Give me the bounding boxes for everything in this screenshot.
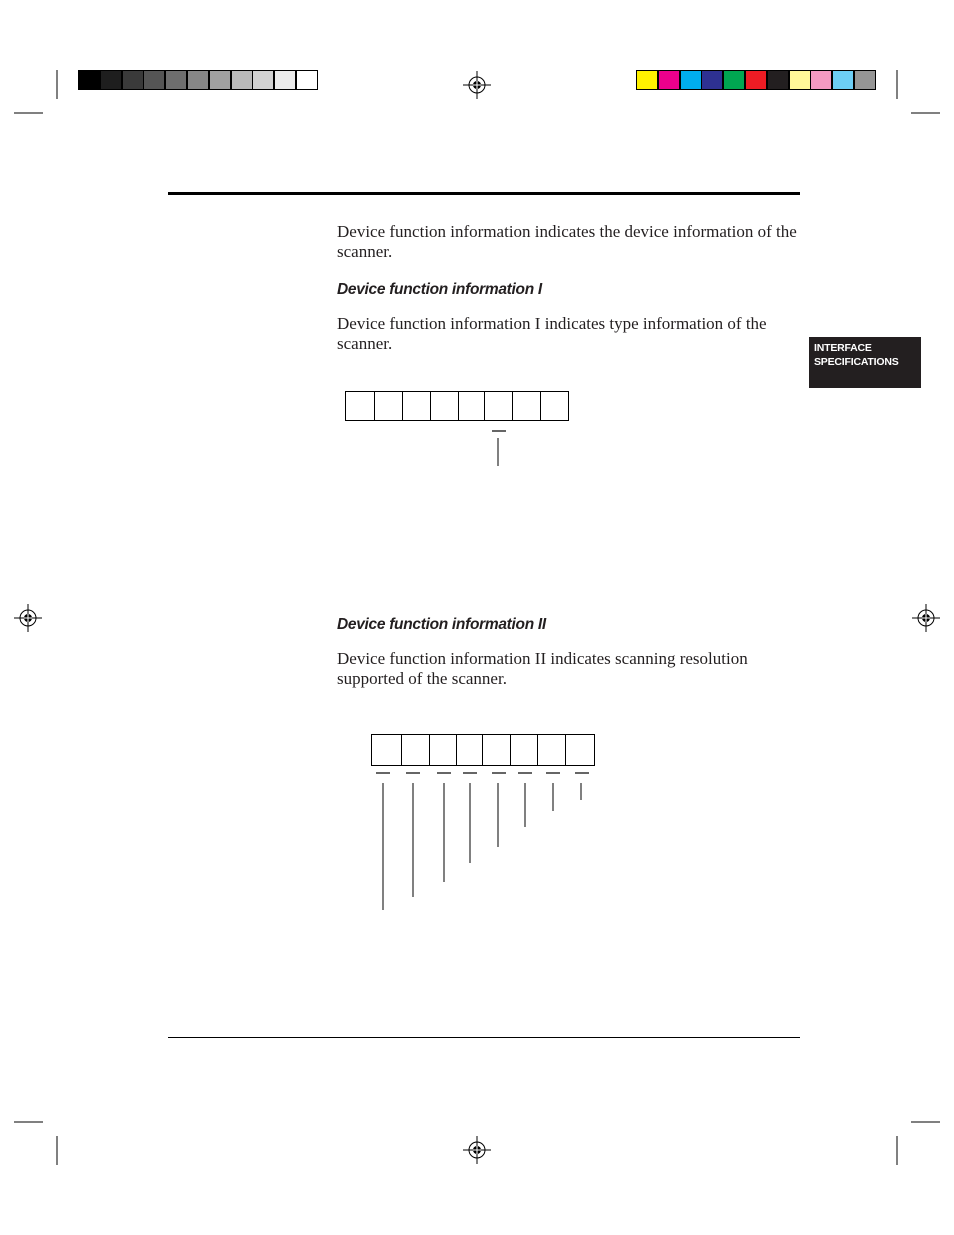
color-swatch xyxy=(100,70,122,90)
color-swatch xyxy=(789,70,811,90)
color-swatch xyxy=(122,70,144,90)
bit-cell xyxy=(430,735,457,765)
bit-cell xyxy=(485,392,513,420)
color-swatch xyxy=(832,70,854,90)
header-rule xyxy=(168,192,800,195)
color-swatch xyxy=(209,70,231,90)
bit-cell xyxy=(483,735,511,765)
color-swatch xyxy=(680,70,702,90)
footer-rule xyxy=(168,1037,800,1038)
bit-cell xyxy=(541,392,569,420)
bit-field-diagram-2 xyxy=(371,734,595,766)
section-paragraph-2: Device function information II indicates scanning resolution supported of the scanner. xyxy=(337,649,748,688)
registration-target-icon xyxy=(14,604,42,632)
intro-paragraph: Device function information indicates the device information of the scanner. xyxy=(337,222,797,261)
color-swatch xyxy=(701,70,723,90)
color-swatch xyxy=(252,70,274,90)
bit-cell xyxy=(372,735,402,765)
color-swatch xyxy=(78,70,100,90)
color-swatch xyxy=(636,70,658,90)
bit-cell xyxy=(538,735,566,765)
chapter-tab-line1: INTERFACE xyxy=(814,342,872,354)
color-swatch xyxy=(745,70,767,90)
color-swatch xyxy=(165,70,187,90)
color-swatch xyxy=(296,70,318,90)
registration-target-icon xyxy=(912,604,940,632)
section-paragraph-1: Device function information I indicates type information of the scanner. xyxy=(337,314,767,353)
bit-cell xyxy=(431,392,459,420)
color-swatch xyxy=(723,70,745,90)
bit-cell xyxy=(566,735,595,765)
section-heading-2: Device function information II xyxy=(337,616,546,633)
color-swatch xyxy=(274,70,296,90)
bit-cell xyxy=(375,392,403,420)
color-swatch xyxy=(810,70,832,90)
bit-cell xyxy=(346,392,375,420)
bit-cell xyxy=(403,392,431,420)
color-swatch xyxy=(143,70,165,90)
bit-cell xyxy=(513,392,541,420)
color-swatch xyxy=(767,70,789,90)
registration-target-icon xyxy=(463,1136,491,1164)
section-heading-1: Device function information I xyxy=(337,281,542,298)
color-swatch xyxy=(231,70,253,90)
chapter-tab-line2: SPECIFICATIONS xyxy=(814,356,899,368)
color-swatch xyxy=(658,70,680,90)
bit-cell xyxy=(511,735,538,765)
color-swatch xyxy=(187,70,209,90)
color-swatch xyxy=(854,70,876,90)
chapter-tab xyxy=(809,337,921,388)
bit-cell xyxy=(459,392,486,420)
bit-cell xyxy=(402,735,430,765)
registration-target-icon xyxy=(463,71,491,99)
bit-field-diagram-1 xyxy=(345,391,569,421)
bit-cell xyxy=(457,735,484,765)
bit-leaders xyxy=(376,773,589,910)
